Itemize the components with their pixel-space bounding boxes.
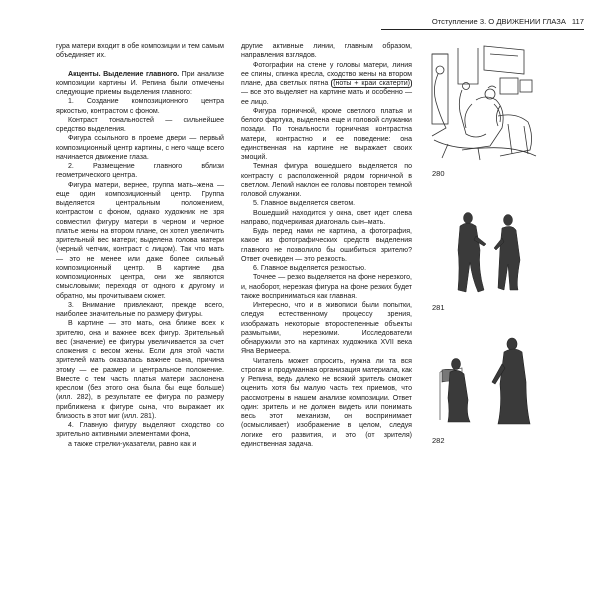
- section-intro: [56, 70, 224, 98]
- list-item-6: 6. Главное выделяется резкостью.: [253, 265, 367, 272]
- paragraph: Контраст тональностей — сильнейшее средство выделения.: [56, 116, 224, 133]
- paragraph: Фигура горничной, кроме светлого платья и белого фартука, выделена еще и головой служанки позади. По тональности горничная контрастна матери, контрастно и ее поведение: она единственная на картине не выражает своих эмоций.: [241, 107, 412, 161]
- paragraph: Вошедший находится у окна, свет идет слева направо, подчеркивая диагональ сын–мать.: [241, 209, 412, 226]
- figure-280-caption: 280: [432, 169, 445, 178]
- figure-282-figures: [428, 322, 540, 432]
- paragraph: другие активные линии, главным образом, направления взглядов.: [241, 43, 412, 60]
- paragraph-with-highlight: [241, 61, 412, 107]
- list-item-4: 4. Главную фигуру выделяют сходство со зрительно активными элементами фона,: [56, 422, 224, 439]
- middle-column: [241, 42, 412, 449]
- highlighted-phrase: (ноты + краи скатерти): [333, 80, 410, 87]
- figure-281-caption: 281: [432, 303, 445, 312]
- left-column: [56, 42, 224, 449]
- paragraph: Интересно, что и в живописи были попытки, следуя естественному процессу зрения, изображать некоторые второстепенные объекты размытыми, нерезкими. Исследователи обнаружили это на картинах художника XVII века Яна Вермеера.: [241, 302, 412, 356]
- figure-281-figures: [428, 184, 540, 300]
- list-item-1: 1. Создание композиционного центра яркостью, контрастом с фоном.: [56, 98, 224, 115]
- paragraph: Фигура ссыльного в проеме двери — первый композиционный центр картины, с него чаще всего начинается движение глаза.: [56, 135, 224, 161]
- list-item-5: 5. Главное выделяется светом.: [253, 200, 356, 208]
- chapter-title: Отступление 3. О ДВИЖЕНИИ ГЛАЗА: [431, 17, 566, 26]
- list-item-2: 2. Размещение главного вблизи геометрического центра.: [56, 163, 224, 180]
- text-span: Фотографии на стене у головы матери, линия ее спины, спинка кресла, сходство жены на втором плане, два светлых пятна: [241, 61, 412, 87]
- paragraph: гура матери входит в обе композиции и тем самым объединяет их.: [56, 43, 224, 60]
- paragraph: Фигура матери, вернее, группа мать–жена — еще один композиционный центр. Группа выделяется центральным положением, контрастом с фоном, однако художник не зря совместил фигуру матери в черном и черное платье жены на втором плане, он хотел увеличить зрительный вес матери; выделена голова матери (черный чепчик, контраст с лицом). Так что мать — это не менее или даже более сильный композиционный центр. В картине два композиционных центра, они же являются смысловыми; переходя от одного к другому и обратно, мы прочитываем сюжет.: [56, 181, 224, 300]
- text-span: — все это выделяет на картине мать и особенно — ее лицо.: [241, 89, 412, 106]
- paragraph: а также стрелки-указатели, равно как и: [68, 440, 197, 448]
- paragraph: Точнее — резко выделяется на фоне нерезкого, и, наоборот, нерезкая фигура на фоне резких будет также восприниматься как главная.: [241, 274, 412, 300]
- header-rule: [381, 29, 584, 30]
- paragraph: Темная фигура вошедшего выделяется по контрасту с расположенной рядом горничной в светлом. Легкий наклон ее головы повторен темной головой служанки.: [241, 163, 412, 198]
- page-number: 117: [571, 17, 584, 26]
- running-head: [381, 17, 584, 27]
- list-item-3: 3. Внимание привлекают, прежде всего, наиболее значительные по размеру фигуры.: [56, 301, 224, 318]
- figure-282-caption: 282: [432, 436, 445, 445]
- figure-280-sketch: [428, 44, 540, 162]
- paragraph: Читатель может спросить, нужна ли та вся строгая и продуманная организация материала, как у Репина, ведь далеко не всякий зритель сможет оценить хотя бы малую часть тех приемов, что рассмотрены в нашем анализе композиции. Ответ один: зритель и не должен видеть или понимать весь этот механизм, он воспринимает (осмысливает) изображение в целом, следуя логике его развития, и это (от зрителя) единственная задача.: [241, 357, 412, 448]
- section-heading: Акценты. Выделение главного.: [68, 70, 180, 78]
- paragraph: В картине — это мать, она ближе всех к зрителю, она и важнее всех фигур. Зрительный вес (значение) ее фигуры увеличивается за счет сложения с весом жены. Если для этой части зрителей мать оказалась важнее сына, причина этому — ее размер и центральное положение. Вместе с тем часть платья матери заслонена креслом (без этого она была бы еще больше) (илл. 282), в результате ее фигура по размеру приближена к фигуре сына, что выражает их близость в этот миг (илл. 281).: [56, 320, 224, 420]
- paragraph: Будь перед нами не картина, а фотография, какое из фотографических средств выделения главного не позволило бы ошибиться зрителю? Ответ очевиден — это резкость.: [241, 228, 412, 263]
- paragraph: При анализе композиции картины И. Репина были отмечены следующие приемы выделения главного:: [56, 70, 224, 96]
